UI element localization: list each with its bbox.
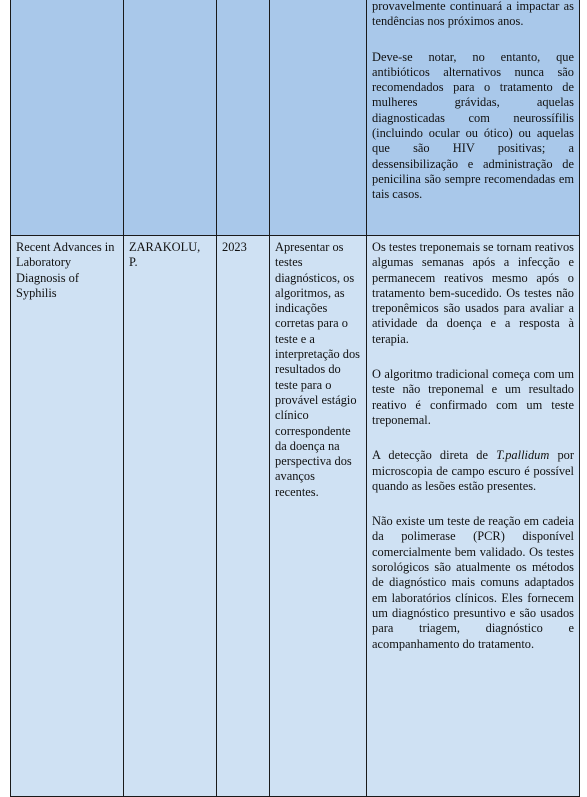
results-paragraph: O algoritmo tradicional começa com um teste não treponemal e um resultado reativo é confirmado com um teste treponemal. — [372, 367, 574, 427]
year-cell — [217, 236, 270, 797]
year-cell — [217, 0, 270, 236]
table-row — [11, 236, 580, 797]
results-cell — [367, 0, 580, 236]
table-row — [11, 0, 580, 236]
dark-field-before: A detecção direta de — [372, 448, 497, 463]
objective-text: Apresentar os testes diagnósticos, os algoritmos, as indicações corretas para o teste e a interpretação dos resultados do teste para o provável estágio clínico correspondente da doença na perspectiva dos avanços recentes. — [275, 240, 360, 499]
title-cell — [11, 0, 124, 236]
year-text: 2023 — [222, 240, 247, 254]
title-cell — [11, 236, 124, 797]
author-text: ZARAKOLU, P. — [129, 240, 201, 270]
results-paragraph-dark-field — [372, 448, 574, 494]
results-paragraph: provavelmente continuará a impactar as tendências nos próximos anos. — [372, 0, 574, 29]
objective-cell — [270, 236, 367, 797]
review-table — [10, 0, 580, 797]
objective-cell — [270, 0, 367, 236]
results-paragraph: Os testes treponemais se tornam reativos algumas semanas após a infecção e permanecem reativos mesmo após o tratamento bem-sucedido. Os testes não treponêmicos são usados para avaliar a atividade da doença e a resposta à terapia. — [372, 240, 574, 346]
organism-name: T.pallidum — [496, 448, 550, 463]
title-text: Recent Advances in Laboratory Diagnosis of Syphilis — [16, 240, 115, 300]
results-cell — [367, 236, 580, 797]
results-paragraph: Não existe um teste de reação em cadeia da polimerase (PCR) disponível comercialmente bem validado. Os testes sorológicos são atualmente os métodos de diagnóstico mais comuns adaptados em laboratórios clínicos. Eles fornecem um diagnóstico presuntivo e são usados para triagem, diagnóstico e acompanhamento do tratamento. — [372, 514, 574, 651]
dark-field-after: por microscopia de campo escuro é possível quando as lesões estão presentes. — [372, 448, 574, 493]
author-cell — [124, 0, 217, 236]
results-paragraph: Deve-se notar, no entanto, que antibióticos alternativos nunca são recomendados para o tratamento de mulheres grávidas, aquelas diagnosticadas com neurossífilis (incluindo ocular ou ótico) ou aquelas que são HIV positivas; a dessensibilização e administração de penicilina são sempre recomendadas em tais casos. — [372, 49, 574, 202]
author-cell — [124, 236, 217, 797]
